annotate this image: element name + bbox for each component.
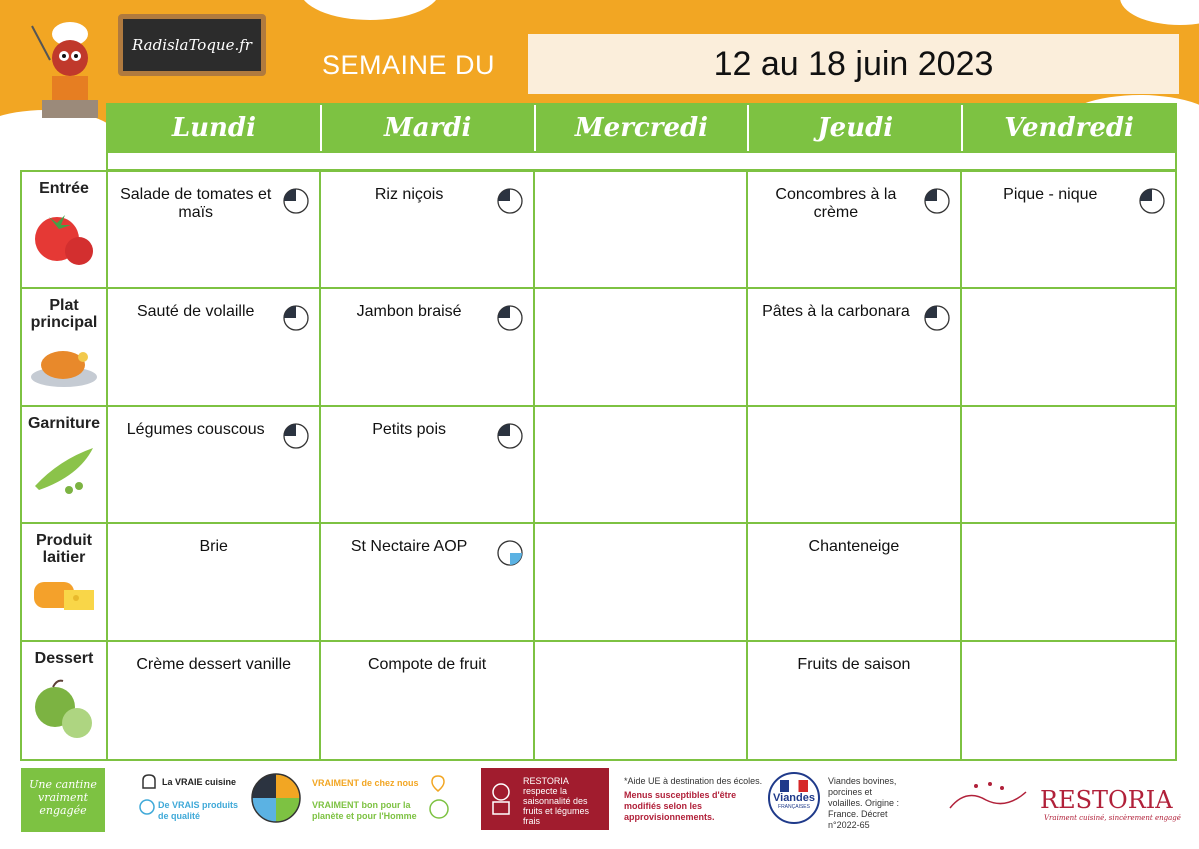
menu-cell [962,642,1175,759]
menu-cell [535,524,748,641]
menu-cell [108,407,321,524]
menu-cell [321,642,534,759]
week-dates [528,34,1179,94]
menu-cell [748,407,961,524]
menu-cell [748,642,961,759]
category-cell [22,524,108,641]
dish-name: St Nectaire AOP [350,538,468,556]
chef-hat-icon [140,774,158,790]
quality-quarter-dark-icon [283,423,309,449]
menu-cell [962,289,1175,406]
dish-name: Riz niçois [374,186,444,203]
seasonality-banner [481,768,609,830]
dish-name: Fruits de saison [797,655,911,673]
dish-name: Pique - nique [1003,186,1098,203]
engagement-wheel-icon [250,772,302,824]
dish-name: Légumes couscous [126,420,265,438]
dish-name: Concombres à la crème [775,186,897,221]
cloud-decoration [300,0,440,20]
viandes-badge-text: Viandes [773,792,815,804]
restoria-logo-icon [946,778,1030,818]
chez-nous-label: VRAIMENT de chez nous [312,778,419,788]
week-label: SEMAINE DU [322,50,496,80]
menu-cell [748,172,961,289]
dish-name: Sauté de volaille [136,303,255,321]
site-logo-text: RadislaToque.fr [132,36,252,54]
viandes-badge-sub: FRANÇAISES [778,804,810,810]
day-wednesday: Mercredi [536,105,750,151]
quality-quarter-dark-icon [924,188,950,214]
day-monday: Lundi [108,105,322,151]
quality-quarter-dark-icon [1139,188,1165,214]
category-label: Produit laitier [36,532,92,567]
category-cell [22,289,108,406]
dish-name: Brie [199,538,228,556]
dish-name: Chanteneige [808,538,900,556]
quality-quarter-dark-icon [497,188,523,214]
category-cell [22,642,108,759]
day-header-spacer [106,153,1177,171]
menu-cell [321,172,534,289]
vrais-produits-label: De VRAIS produits de qualité [158,800,239,821]
apple-icon [31,677,97,746]
cloud-decoration [1120,0,1199,25]
menu-cell [535,172,748,289]
menu-cell [108,524,321,641]
day-tuesday: Mardi [322,105,536,151]
quality-quarter-dark-icon [497,423,523,449]
menu-change-note: Menus susceptibles d'être modifiés selon les approvisionnements. [624,790,737,822]
menu-cell [535,289,748,406]
engaged-canteen-badge: Une cantine vraiment engagée [21,768,105,832]
quality-quarter-dark-icon [283,188,309,214]
menu-cell [962,172,1175,289]
menu-cell [748,289,961,406]
tomato-icon [31,207,97,274]
menu-cell [108,642,321,759]
menu-cell [321,407,534,524]
menu-cell [108,172,321,289]
dish-name: Petits pois [372,420,446,438]
category-label: Garniture [27,414,100,432]
menu-cell [962,524,1175,641]
quality-quarter-blue-icon [497,540,523,566]
restoria-wordmark: RESTORIA [1040,786,1173,814]
site-logo [118,14,266,76]
viandes-francaises-badge [768,772,820,824]
planet-icon [428,798,450,820]
footer [0,762,1199,849]
day-friday: Vendredi [1004,113,1134,143]
bon-planete-label: VRAIMENT bon pour la planète et pour l'Homme [312,800,417,821]
category-cell [22,407,108,524]
menu-cell [535,642,748,759]
location-pin-icon [428,774,448,792]
quality-quarter-dark-icon [497,305,523,331]
quality-quarter-dark-icon [283,305,309,331]
day-thursday: Jeudi [749,105,963,151]
peas-icon [29,442,99,501]
menu-cell [321,524,534,641]
category-label: Dessert [34,649,94,667]
viandes-origin-text: Viandes bovines, porcines et volailles. Origine : France. Décret n°2022-65 [828,776,900,830]
vraie-cuisine-label: La VRAIE cuisine [162,777,237,787]
menu-cell [962,407,1175,524]
french-flag-icon [780,780,808,792]
dish-name: Jambon braisé [356,303,462,321]
cheese-icon [30,576,98,619]
dish-name: Compote de fruit [367,655,487,673]
chef-mascot-icon [28,20,108,120]
week-dates-text: 12 au 18 juin 2023 [713,44,994,83]
quality-quarter-dark-icon [924,305,950,331]
quality-badge-icon [138,798,156,818]
dish-name: Salade de tomates et maïs [120,186,272,221]
day-header [106,103,1177,153]
dish-name: Crème dessert vanille [136,655,292,673]
category-label: Plat principal [30,297,98,332]
roast-chicken-icon [29,341,99,394]
fruit-basket-icon [487,778,515,818]
aide-ue-note: *Aide UE à destination des écoles. [624,776,763,786]
menu-cell [108,289,321,406]
restoria-tagline: Vraiment cuisiné, sincèrement engagé [1044,814,1181,822]
category-cell [22,172,108,289]
menu-grid [20,170,1177,761]
menu-cell [321,289,534,406]
menu-cell [748,524,961,641]
menu-cell [535,407,748,524]
dish-name: Pâtes à la carbonara [762,303,910,321]
seasonality-text: RESTORIA respecte la saisonnalité des fruits et légumes frais [523,776,590,826]
category-label: Entrée [39,180,89,197]
